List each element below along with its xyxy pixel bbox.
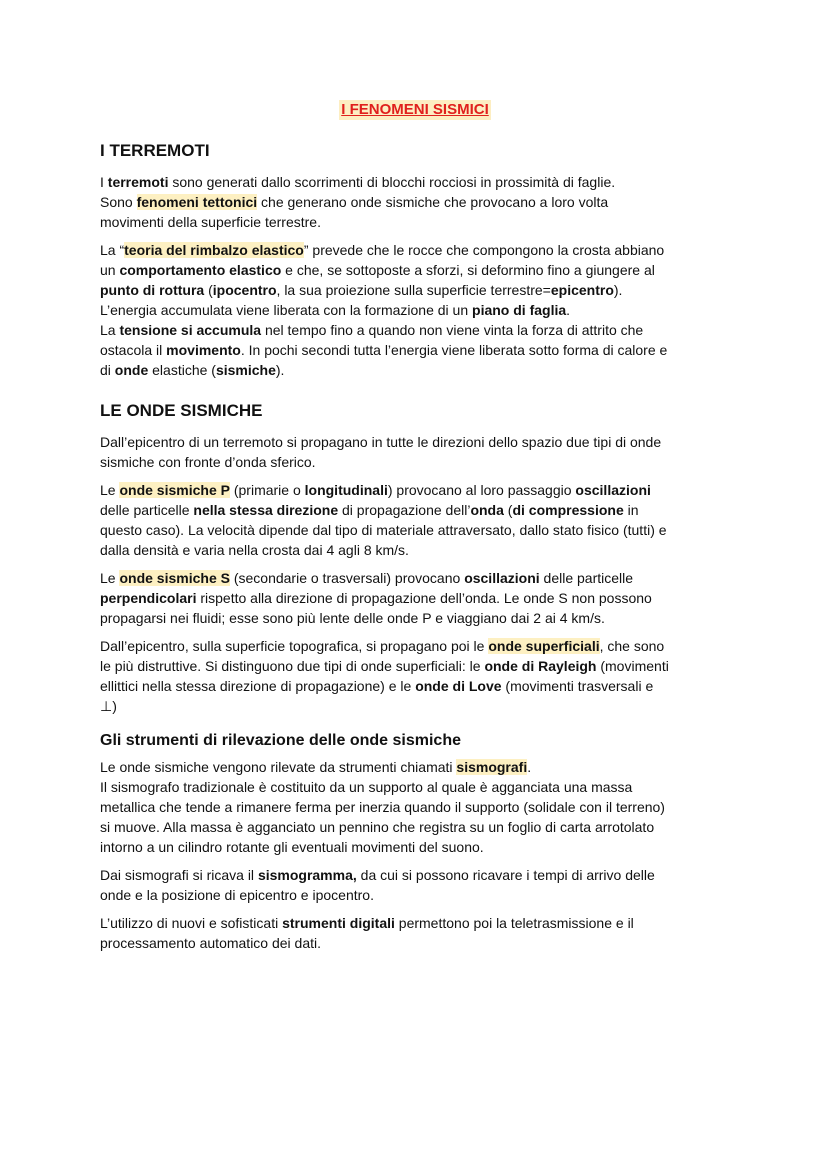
text-line: dalla densità e varia nella crosta dai 4 agli 8 km/s. [100, 542, 409, 558]
text-line: ostacola il movimento. In pochi secondi tutta l’energia viene liberata sotto forma di calore e [100, 342, 668, 358]
title-container [100, 100, 730, 120]
paragraph [100, 913, 730, 953]
text-line: le più distruttive. Si distinguono due tipi di onde superficiali: le onde di Rayleigh (movimenti [100, 658, 669, 674]
text-line: si muove. Alla massa è agganciato un pennino che registra su un foglio di carta arrotolato [100, 819, 655, 835]
paragraph [100, 757, 730, 857]
paragraph [100, 636, 730, 716]
paragraph [100, 568, 730, 628]
text-line: Le onde sismiche S (secondarie o trasversali) provocano oscillazioni delle particelle [100, 570, 634, 586]
text-line: Le onde sismiche vengono rilevate da strumenti chiamati sismografi. [100, 759, 532, 775]
section-heading-strumenti: Gli strumenti di rilevazione delle onde sismiche [100, 732, 461, 749]
text-line: Dall’epicentro, sulla superficie topografica, si propagano poi le onde superficiali, che sono [100, 638, 665, 654]
text-line: un comportamento elastico e che, se sottoposte a sforzi, si deformino fino a giungere al [100, 262, 655, 278]
text-line: movimenti della superficie terrestre. [100, 214, 321, 230]
text-line: processamento automatico dei dati. [100, 935, 322, 951]
text-line: ⊥) [100, 698, 117, 714]
text-line: di onde elastiche (sismiche). [100, 362, 285, 378]
text-line: Dall’epicentro di un terremoto si propagano in tutte le direzioni dello spazio due tipi di onde [100, 434, 662, 450]
text-line: I terremoti sono generati dallo scorrimenti di blocchi rocciosi in prossimità di faglie. [100, 174, 616, 190]
section-heading-onde-sismiche: LE ONDE SISMICHE [100, 401, 263, 420]
text-line: L’utilizzo di nuovi e sofisticati strumenti digitali permettono poi la teletrasmissione e il [100, 915, 634, 931]
text-line: L’energia accumulata viene liberata con la formazione di un piano di faglia. [100, 302, 571, 318]
section-heading-terremoti: I TERREMOTI [100, 141, 210, 160]
text-line: Le onde sismiche P (primarie o longitudinali) provocano al loro passaggio oscillazioni [100, 482, 651, 498]
paragraph [100, 432, 730, 472]
text-line: Il sismografo tradizionale è costituito da un supporto al quale è agganciata una massa [100, 779, 633, 795]
text-line: La tensione si accumula nel tempo fino a quando non viene vinta la forza di attrito che [100, 322, 644, 338]
text-line: metallica che tende a rimanere ferma per inerzia quando il supporto (solidale con il terreno) [100, 799, 665, 815]
text-line: La “teoria del rimbalzo elastico” prevede che le rocce che compongono la crosta abbiano [100, 242, 665, 258]
text-line: sismiche con fronte d’onda sferico. [100, 454, 316, 470]
text-line: ellittici nella stessa direzione di propagazione) e le onde di Love (movimenti trasversali e [100, 678, 654, 694]
text-line: punto di rottura (ipocentro, la sua proiezione sulla superficie terrestre=epicentro). [100, 282, 623, 298]
text-line: perpendicolari rispetto alla direzione di propagazione dell’onda. Le onde S non possono [100, 590, 652, 606]
text-line: delle particelle nella stessa direzione di propagazione dell’onda (di compressione in [100, 502, 639, 518]
paragraph [100, 240, 730, 380]
paragraph [100, 865, 730, 905]
paragraph [100, 172, 730, 232]
text-line: Sono fenomeni tettonici che generano onde sismiche che provocano a loro volta [100, 194, 609, 210]
document-title: I FENOMENI SISMICI [341, 101, 489, 118]
text-line: questo caso). La velocità dipende dal tipo di materiale attraversato, dallo stato fisico (tutti) e [100, 522, 667, 538]
text-line: intorno a un cilindro rotante gli eventuali movimenti del suono. [100, 839, 484, 855]
text-line: Dai sismografi si ricava il sismogramma, da cui si possono ricavare i tempi di arrivo delle [100, 867, 655, 883]
paragraph [100, 480, 730, 560]
text-line: propagarsi nei fluidi; esse sono più lente delle onde P e viaggiano dai 2 ai 4 km/s. [100, 610, 605, 626]
document-body [100, 100, 730, 961]
text-line: onde e la posizione di epicentro e ipocentro. [100, 887, 374, 903]
